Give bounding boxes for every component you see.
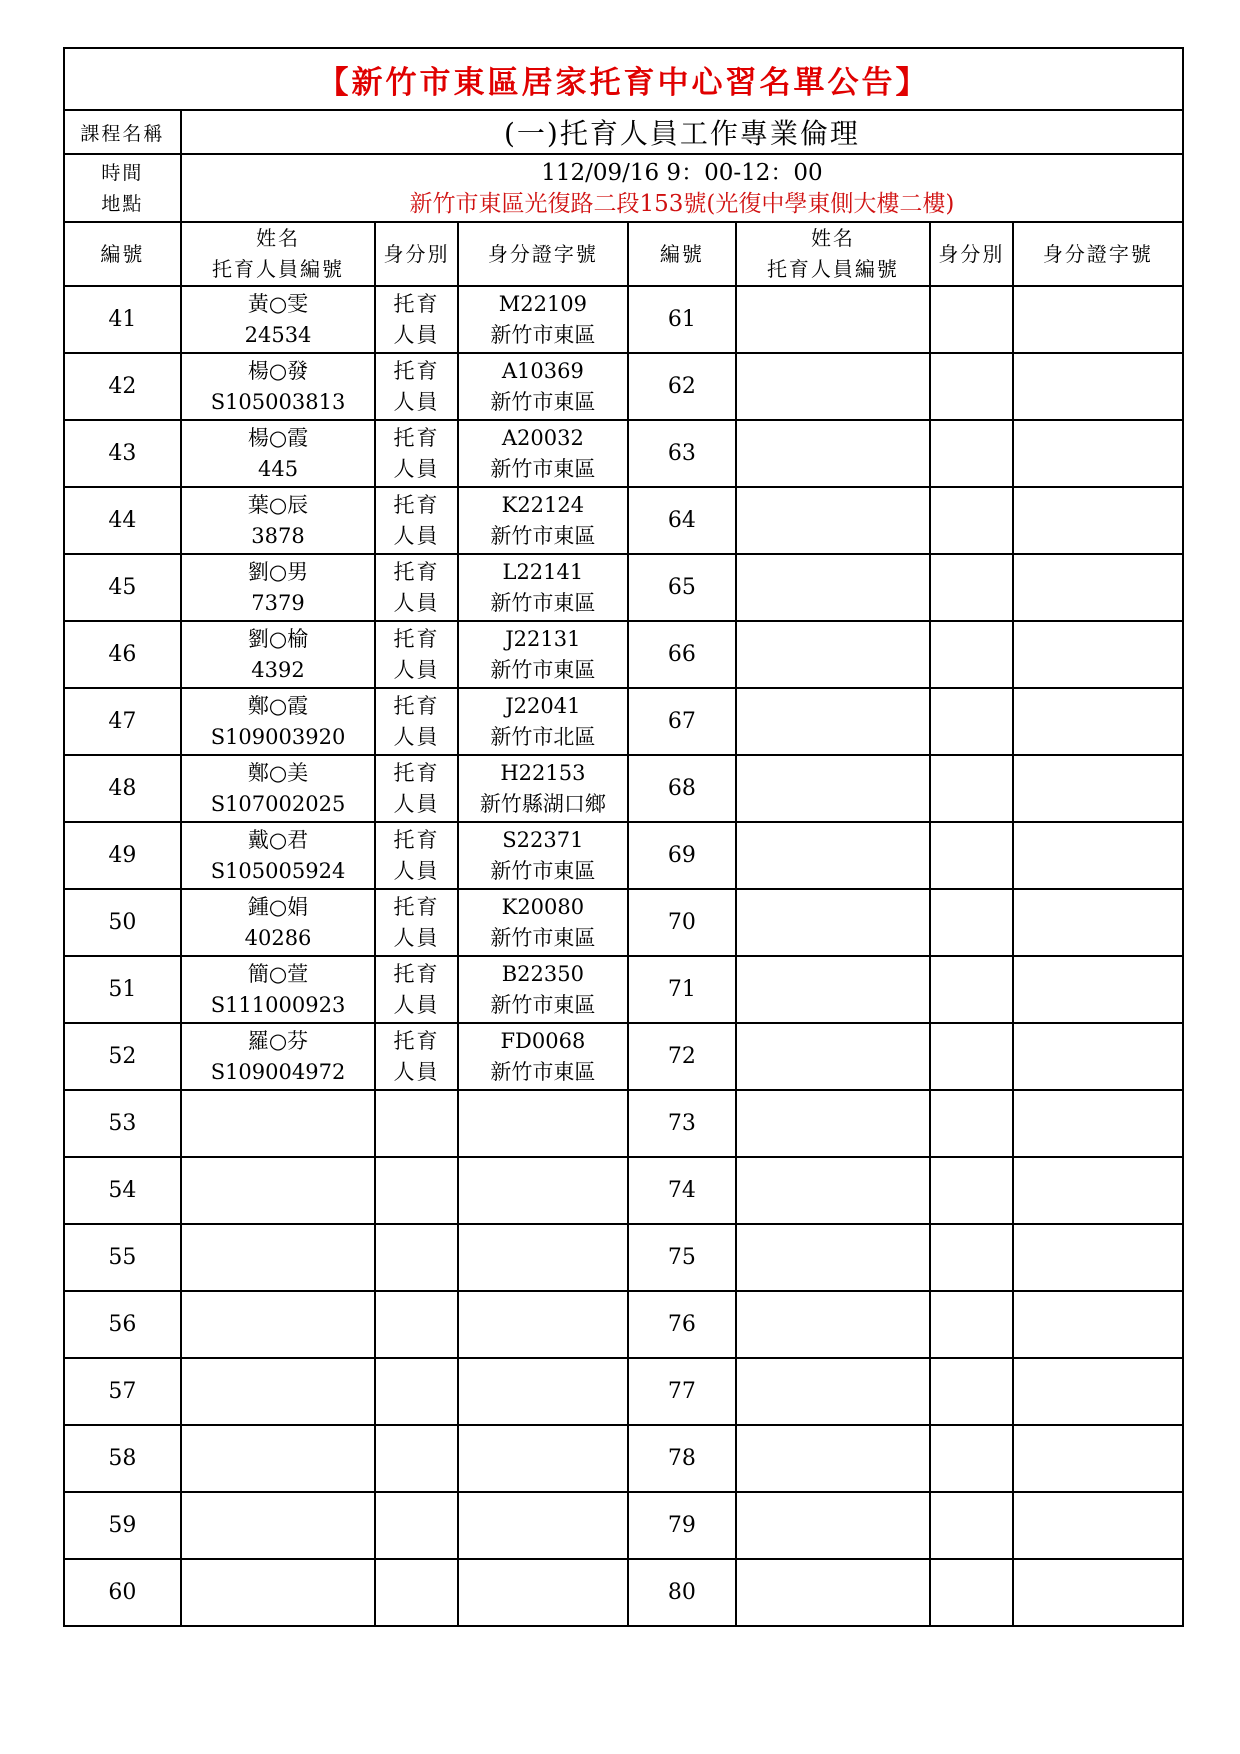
identity-line2: 人員 bbox=[393, 791, 440, 816]
table-row bbox=[64, 420, 1183, 487]
name-cell bbox=[181, 822, 375, 889]
name-cell-right bbox=[736, 1358, 930, 1425]
identity-cell-right bbox=[930, 286, 1013, 353]
identity-cell-right bbox=[930, 755, 1013, 822]
table-row bbox=[64, 889, 1183, 956]
id-cell bbox=[458, 1492, 628, 1559]
caregiver-code: S105003813 bbox=[210, 389, 346, 414]
identity-cell bbox=[375, 1023, 458, 1090]
row-number: 42 bbox=[64, 353, 181, 420]
identity-cell-right bbox=[930, 420, 1013, 487]
id-cell bbox=[458, 554, 628, 621]
name-cell-right bbox=[736, 1023, 930, 1090]
caregiver-name: 劉○榆 bbox=[247, 626, 309, 651]
name-cell bbox=[181, 755, 375, 822]
id-cell bbox=[458, 621, 628, 688]
name-cell-right bbox=[736, 353, 930, 420]
row-number-right: 74 bbox=[628, 1157, 736, 1224]
header-id-number-right: 身分證字號 bbox=[1013, 222, 1183, 286]
caregiver-name: 簡○萱 bbox=[247, 961, 309, 986]
id-cell-right bbox=[1013, 1291, 1183, 1358]
id-cell bbox=[458, 1425, 628, 1492]
table-row bbox=[64, 621, 1183, 688]
course-name: (一)托育人員工作專業倫理 bbox=[181, 110, 1183, 154]
identity-cell bbox=[375, 889, 458, 956]
caregiver-name: 黃○雯 bbox=[247, 291, 309, 316]
identity-cell-right bbox=[930, 956, 1013, 1023]
row-number-right: 66 bbox=[628, 621, 736, 688]
id-cell-right bbox=[1013, 755, 1183, 822]
identity-line2: 人員 bbox=[393, 925, 440, 950]
id-cell bbox=[458, 1023, 628, 1090]
identity-cell bbox=[375, 1224, 458, 1291]
row-number: 51 bbox=[64, 956, 181, 1023]
caregiver-code: 24534 bbox=[244, 322, 312, 347]
name-cell-right bbox=[736, 1291, 930, 1358]
id-cell-right bbox=[1013, 1090, 1183, 1157]
name-cell bbox=[181, 554, 375, 621]
name-cell bbox=[181, 1492, 375, 1559]
name-cell bbox=[181, 1157, 375, 1224]
id-cell bbox=[458, 420, 628, 487]
row-number: 47 bbox=[64, 688, 181, 755]
caregiver-name: 楊○發 bbox=[247, 358, 309, 383]
id-number: A20032 bbox=[501, 425, 584, 450]
identity-cell-right bbox=[930, 1090, 1013, 1157]
row-number-right: 68 bbox=[628, 755, 736, 822]
identity-line1: 托育 bbox=[393, 961, 440, 986]
identity-line1: 托育 bbox=[393, 559, 440, 584]
identity-cell-right bbox=[930, 353, 1013, 420]
id-cell-right bbox=[1013, 822, 1183, 889]
name-cell-right bbox=[736, 286, 930, 353]
identity-line2: 人員 bbox=[393, 657, 440, 682]
table-row bbox=[64, 353, 1183, 420]
row-number-right: 76 bbox=[628, 1291, 736, 1358]
course-label: 課程名稱 bbox=[64, 110, 181, 154]
row-number-right: 80 bbox=[628, 1559, 736, 1626]
identity-line2: 人員 bbox=[393, 590, 440, 615]
identity-line2: 人員 bbox=[393, 992, 440, 1017]
id-number: K22124 bbox=[501, 492, 585, 517]
row-number-right: 64 bbox=[628, 487, 736, 554]
caregiver-code: S111000923 bbox=[210, 992, 346, 1017]
identity-cell bbox=[375, 621, 458, 688]
id-cell-right bbox=[1013, 1492, 1183, 1559]
row-number: 54 bbox=[64, 1157, 181, 1224]
row-number: 48 bbox=[64, 755, 181, 822]
identity-cell bbox=[375, 1157, 458, 1224]
identity-cell bbox=[375, 688, 458, 755]
id-cell bbox=[458, 889, 628, 956]
id-cell-right bbox=[1013, 286, 1183, 353]
name-cell bbox=[181, 889, 375, 956]
row-number-right: 79 bbox=[628, 1492, 736, 1559]
header-no-right: 編號 bbox=[628, 222, 736, 286]
header-name-line1: 姓名 bbox=[256, 226, 301, 250]
identity-line1: 托育 bbox=[393, 492, 440, 517]
id-cell bbox=[458, 1224, 628, 1291]
id-cell bbox=[458, 688, 628, 755]
identity-cell bbox=[375, 1559, 458, 1626]
id-cell bbox=[458, 956, 628, 1023]
id-cell bbox=[458, 487, 628, 554]
caregiver-name: 楊○霞 bbox=[247, 425, 309, 450]
identity-line2: 人員 bbox=[393, 724, 440, 749]
name-cell bbox=[181, 621, 375, 688]
caregiver-name: 鍾○娟 bbox=[247, 894, 309, 919]
row-number: 43 bbox=[64, 420, 181, 487]
name-cell bbox=[181, 956, 375, 1023]
id-cell-right bbox=[1013, 353, 1183, 420]
caregiver-code: 3878 bbox=[251, 523, 305, 548]
time-place-values bbox=[181, 154, 1183, 222]
name-cell-right bbox=[736, 688, 930, 755]
row-number: 52 bbox=[64, 1023, 181, 1090]
name-cell bbox=[181, 1358, 375, 1425]
residence-area: 新竹市東區 bbox=[490, 322, 596, 347]
residence-area: 新竹縣湖口鄉 bbox=[479, 791, 606, 816]
row-number: 55 bbox=[64, 1224, 181, 1291]
identity-cell bbox=[375, 1291, 458, 1358]
name-cell bbox=[181, 688, 375, 755]
row-number-right: 71 bbox=[628, 956, 736, 1023]
identity-line2: 人員 bbox=[393, 322, 440, 347]
identity-cell-right bbox=[930, 688, 1013, 755]
time-value: 112/09/16 9：00-12：00 bbox=[541, 160, 823, 186]
id-number: M22109 bbox=[498, 291, 588, 316]
residence-area: 新竹市東區 bbox=[490, 523, 596, 548]
roster-table bbox=[63, 47, 1184, 1627]
row-number-right: 62 bbox=[628, 353, 736, 420]
residence-area: 新竹市東區 bbox=[490, 925, 596, 950]
caregiver-name: 鄭○霞 bbox=[247, 693, 309, 718]
row-number: 58 bbox=[64, 1425, 181, 1492]
identity-line2: 人員 bbox=[393, 389, 440, 414]
identity-line2: 人員 bbox=[393, 858, 440, 883]
table-row bbox=[64, 1224, 1183, 1291]
table-row bbox=[64, 956, 1183, 1023]
identity-line1: 托育 bbox=[393, 827, 440, 852]
row-number: 49 bbox=[64, 822, 181, 889]
identity-cell-right bbox=[930, 1023, 1013, 1090]
name-cell bbox=[181, 1224, 375, 1291]
id-cell-right bbox=[1013, 1157, 1183, 1224]
table-row bbox=[64, 1090, 1183, 1157]
row-number-right: 65 bbox=[628, 554, 736, 621]
id-cell-right bbox=[1013, 1224, 1183, 1291]
id-number: K20080 bbox=[501, 894, 585, 919]
row-number: 57 bbox=[64, 1358, 181, 1425]
caregiver-name: 劉○男 bbox=[247, 559, 309, 584]
identity-cell bbox=[375, 1492, 458, 1559]
header-name-line1: 姓名 bbox=[810, 226, 855, 250]
name-cell-right bbox=[736, 1224, 930, 1291]
page-title: 【新竹市東區居家托育中心習名單公告】 bbox=[64, 48, 1183, 110]
name-cell bbox=[181, 1425, 375, 1492]
id-number: L22141 bbox=[502, 559, 584, 584]
table-row bbox=[64, 1358, 1183, 1425]
name-cell-right bbox=[736, 956, 930, 1023]
identity-cell-right bbox=[930, 621, 1013, 688]
caregiver-code: S107002025 bbox=[210, 791, 346, 816]
id-cell bbox=[458, 1559, 628, 1626]
identity-cell-right bbox=[930, 487, 1013, 554]
name-cell-right bbox=[736, 1090, 930, 1157]
id-cell-right bbox=[1013, 1559, 1183, 1626]
table-row bbox=[64, 286, 1183, 353]
row-number-right: 75 bbox=[628, 1224, 736, 1291]
id-number: A10369 bbox=[501, 358, 584, 383]
name-cell-right bbox=[736, 420, 930, 487]
identity-line2: 人員 bbox=[393, 523, 440, 548]
row-number-right: 78 bbox=[628, 1425, 736, 1492]
id-cell-right bbox=[1013, 956, 1183, 1023]
header-name-right bbox=[736, 222, 930, 286]
identity-line2: 人員 bbox=[393, 1059, 440, 1084]
residence-area: 新竹市東區 bbox=[490, 456, 596, 481]
identity-line2: 人員 bbox=[393, 456, 440, 481]
identity-cell-right bbox=[930, 1224, 1013, 1291]
identity-cell bbox=[375, 353, 458, 420]
name-cell bbox=[181, 420, 375, 487]
caregiver-name: 戴○君 bbox=[247, 827, 309, 852]
identity-cell-right bbox=[930, 1559, 1013, 1626]
identity-cell-right bbox=[930, 822, 1013, 889]
identity-line1: 托育 bbox=[393, 894, 440, 919]
residence-area: 新竹市東區 bbox=[490, 590, 596, 615]
header-name-line2: 托育人員編號 bbox=[212, 257, 345, 281]
identity-line1: 托育 bbox=[393, 626, 440, 651]
id-cell bbox=[458, 1358, 628, 1425]
id-cell bbox=[458, 1090, 628, 1157]
residence-area: 新竹市東區 bbox=[490, 858, 596, 883]
column-header-row bbox=[64, 222, 1183, 286]
header-identity: 身分別 bbox=[375, 222, 458, 286]
caregiver-code: 445 bbox=[257, 456, 299, 481]
id-cell bbox=[458, 822, 628, 889]
identity-cell bbox=[375, 755, 458, 822]
row-number: 53 bbox=[64, 1090, 181, 1157]
identity-line1: 托育 bbox=[393, 760, 440, 785]
caregiver-name: 羅○芬 bbox=[247, 1028, 309, 1053]
row-number: 41 bbox=[64, 286, 181, 353]
name-cell bbox=[181, 487, 375, 554]
time-label: 時間 bbox=[101, 162, 144, 184]
caregiver-code: 40286 bbox=[244, 925, 312, 950]
identity-cell-right bbox=[930, 554, 1013, 621]
name-cell-right bbox=[736, 1425, 930, 1492]
identity-cell bbox=[375, 487, 458, 554]
name-cell-right bbox=[736, 822, 930, 889]
name-cell-right bbox=[736, 1559, 930, 1626]
header-no: 編號 bbox=[64, 222, 181, 286]
id-cell-right bbox=[1013, 688, 1183, 755]
caregiver-code: S109004972 bbox=[210, 1059, 346, 1084]
identity-cell-right bbox=[930, 1358, 1013, 1425]
identity-line1: 托育 bbox=[393, 693, 440, 718]
id-number: FD0068 bbox=[500, 1028, 586, 1053]
header-name bbox=[181, 222, 375, 286]
table-row bbox=[64, 1492, 1183, 1559]
table-row bbox=[64, 1425, 1183, 1492]
id-number: J22131 bbox=[505, 626, 581, 651]
table-row bbox=[64, 487, 1183, 554]
id-number: B22350 bbox=[501, 961, 584, 986]
id-cell bbox=[458, 1157, 628, 1224]
identity-line1: 托育 bbox=[393, 425, 440, 450]
residence-area: 新竹市東區 bbox=[490, 657, 596, 682]
residence-area: 新竹市北區 bbox=[490, 724, 596, 749]
caregiver-code: S109003920 bbox=[210, 724, 346, 749]
name-cell bbox=[181, 1023, 375, 1090]
row-number-right: 77 bbox=[628, 1358, 736, 1425]
residence-area: 新竹市東區 bbox=[490, 992, 596, 1017]
id-number: H22153 bbox=[500, 760, 586, 785]
name-cell bbox=[181, 286, 375, 353]
id-cell bbox=[458, 755, 628, 822]
table-row bbox=[64, 688, 1183, 755]
identity-line1: 托育 bbox=[393, 291, 440, 316]
row-number: 60 bbox=[64, 1559, 181, 1626]
identity-line1: 托育 bbox=[393, 358, 440, 383]
row-number-right: 70 bbox=[628, 889, 736, 956]
name-cell-right bbox=[736, 554, 930, 621]
identity-cell bbox=[375, 554, 458, 621]
identity-cell-right bbox=[930, 1425, 1013, 1492]
row-number: 59 bbox=[64, 1492, 181, 1559]
identity-cell bbox=[375, 420, 458, 487]
name-cell bbox=[181, 353, 375, 420]
identity-cell-right bbox=[930, 1157, 1013, 1224]
id-number: J22041 bbox=[505, 693, 581, 718]
identity-cell bbox=[375, 286, 458, 353]
row-number: 46 bbox=[64, 621, 181, 688]
place-value: 新竹市東區光復路二段153號(光復中學東側大樓二樓) bbox=[409, 191, 955, 217]
row-number: 45 bbox=[64, 554, 181, 621]
row-number-right: 72 bbox=[628, 1023, 736, 1090]
row-number: 50 bbox=[64, 889, 181, 956]
name-cell-right bbox=[736, 889, 930, 956]
id-cell bbox=[458, 1291, 628, 1358]
table-row bbox=[64, 755, 1183, 822]
name-cell-right bbox=[736, 755, 930, 822]
residence-area: 新竹市東區 bbox=[490, 1059, 596, 1084]
identity-cell bbox=[375, 1090, 458, 1157]
name-cell-right bbox=[736, 487, 930, 554]
id-cell bbox=[458, 353, 628, 420]
identity-cell bbox=[375, 822, 458, 889]
caregiver-code: 4392 bbox=[251, 657, 305, 682]
name-cell bbox=[181, 1291, 375, 1358]
id-cell-right bbox=[1013, 1358, 1183, 1425]
id-cell bbox=[458, 286, 628, 353]
identity-line1: 托育 bbox=[393, 1028, 440, 1053]
identity-cell-right bbox=[930, 1492, 1013, 1559]
table-row bbox=[64, 554, 1183, 621]
time-place-labels bbox=[64, 154, 181, 222]
row-number-right: 67 bbox=[628, 688, 736, 755]
caregiver-name: 鄭○美 bbox=[247, 760, 309, 785]
id-cell-right bbox=[1013, 420, 1183, 487]
identity-cell-right bbox=[930, 889, 1013, 956]
place-label: 地點 bbox=[101, 193, 144, 215]
row-number-right: 69 bbox=[628, 822, 736, 889]
name-cell bbox=[181, 1090, 375, 1157]
header-name-line2: 托育人員編號 bbox=[766, 257, 899, 281]
caregiver-code: 7379 bbox=[251, 590, 305, 615]
table-row bbox=[64, 1291, 1183, 1358]
table-row bbox=[64, 1559, 1183, 1626]
name-cell-right bbox=[736, 1492, 930, 1559]
row-number: 56 bbox=[64, 1291, 181, 1358]
row-number-right: 61 bbox=[628, 286, 736, 353]
id-number: S22371 bbox=[502, 827, 584, 852]
name-cell-right bbox=[736, 1157, 930, 1224]
identity-cell-right bbox=[930, 1291, 1013, 1358]
id-cell-right bbox=[1013, 889, 1183, 956]
header-identity-right: 身分別 bbox=[930, 222, 1013, 286]
identity-cell bbox=[375, 1358, 458, 1425]
table-row bbox=[64, 1157, 1183, 1224]
row-number-right: 63 bbox=[628, 420, 736, 487]
identity-cell bbox=[375, 956, 458, 1023]
id-cell-right bbox=[1013, 487, 1183, 554]
id-cell-right bbox=[1013, 1425, 1183, 1492]
row-number-right: 73 bbox=[628, 1090, 736, 1157]
caregiver-name: 葉○辰 bbox=[247, 492, 309, 517]
row-number: 44 bbox=[64, 487, 181, 554]
name-cell-right bbox=[736, 621, 930, 688]
identity-cell bbox=[375, 1425, 458, 1492]
name-cell bbox=[181, 1559, 375, 1626]
id-cell-right bbox=[1013, 554, 1183, 621]
table-row bbox=[64, 1023, 1183, 1090]
id-cell-right bbox=[1013, 1023, 1183, 1090]
caregiver-code: S105005924 bbox=[210, 858, 346, 883]
header-id-number: 身分證字號 bbox=[458, 222, 628, 286]
table-row bbox=[64, 822, 1183, 889]
id-cell-right bbox=[1013, 621, 1183, 688]
residence-area: 新竹市東區 bbox=[490, 389, 596, 414]
